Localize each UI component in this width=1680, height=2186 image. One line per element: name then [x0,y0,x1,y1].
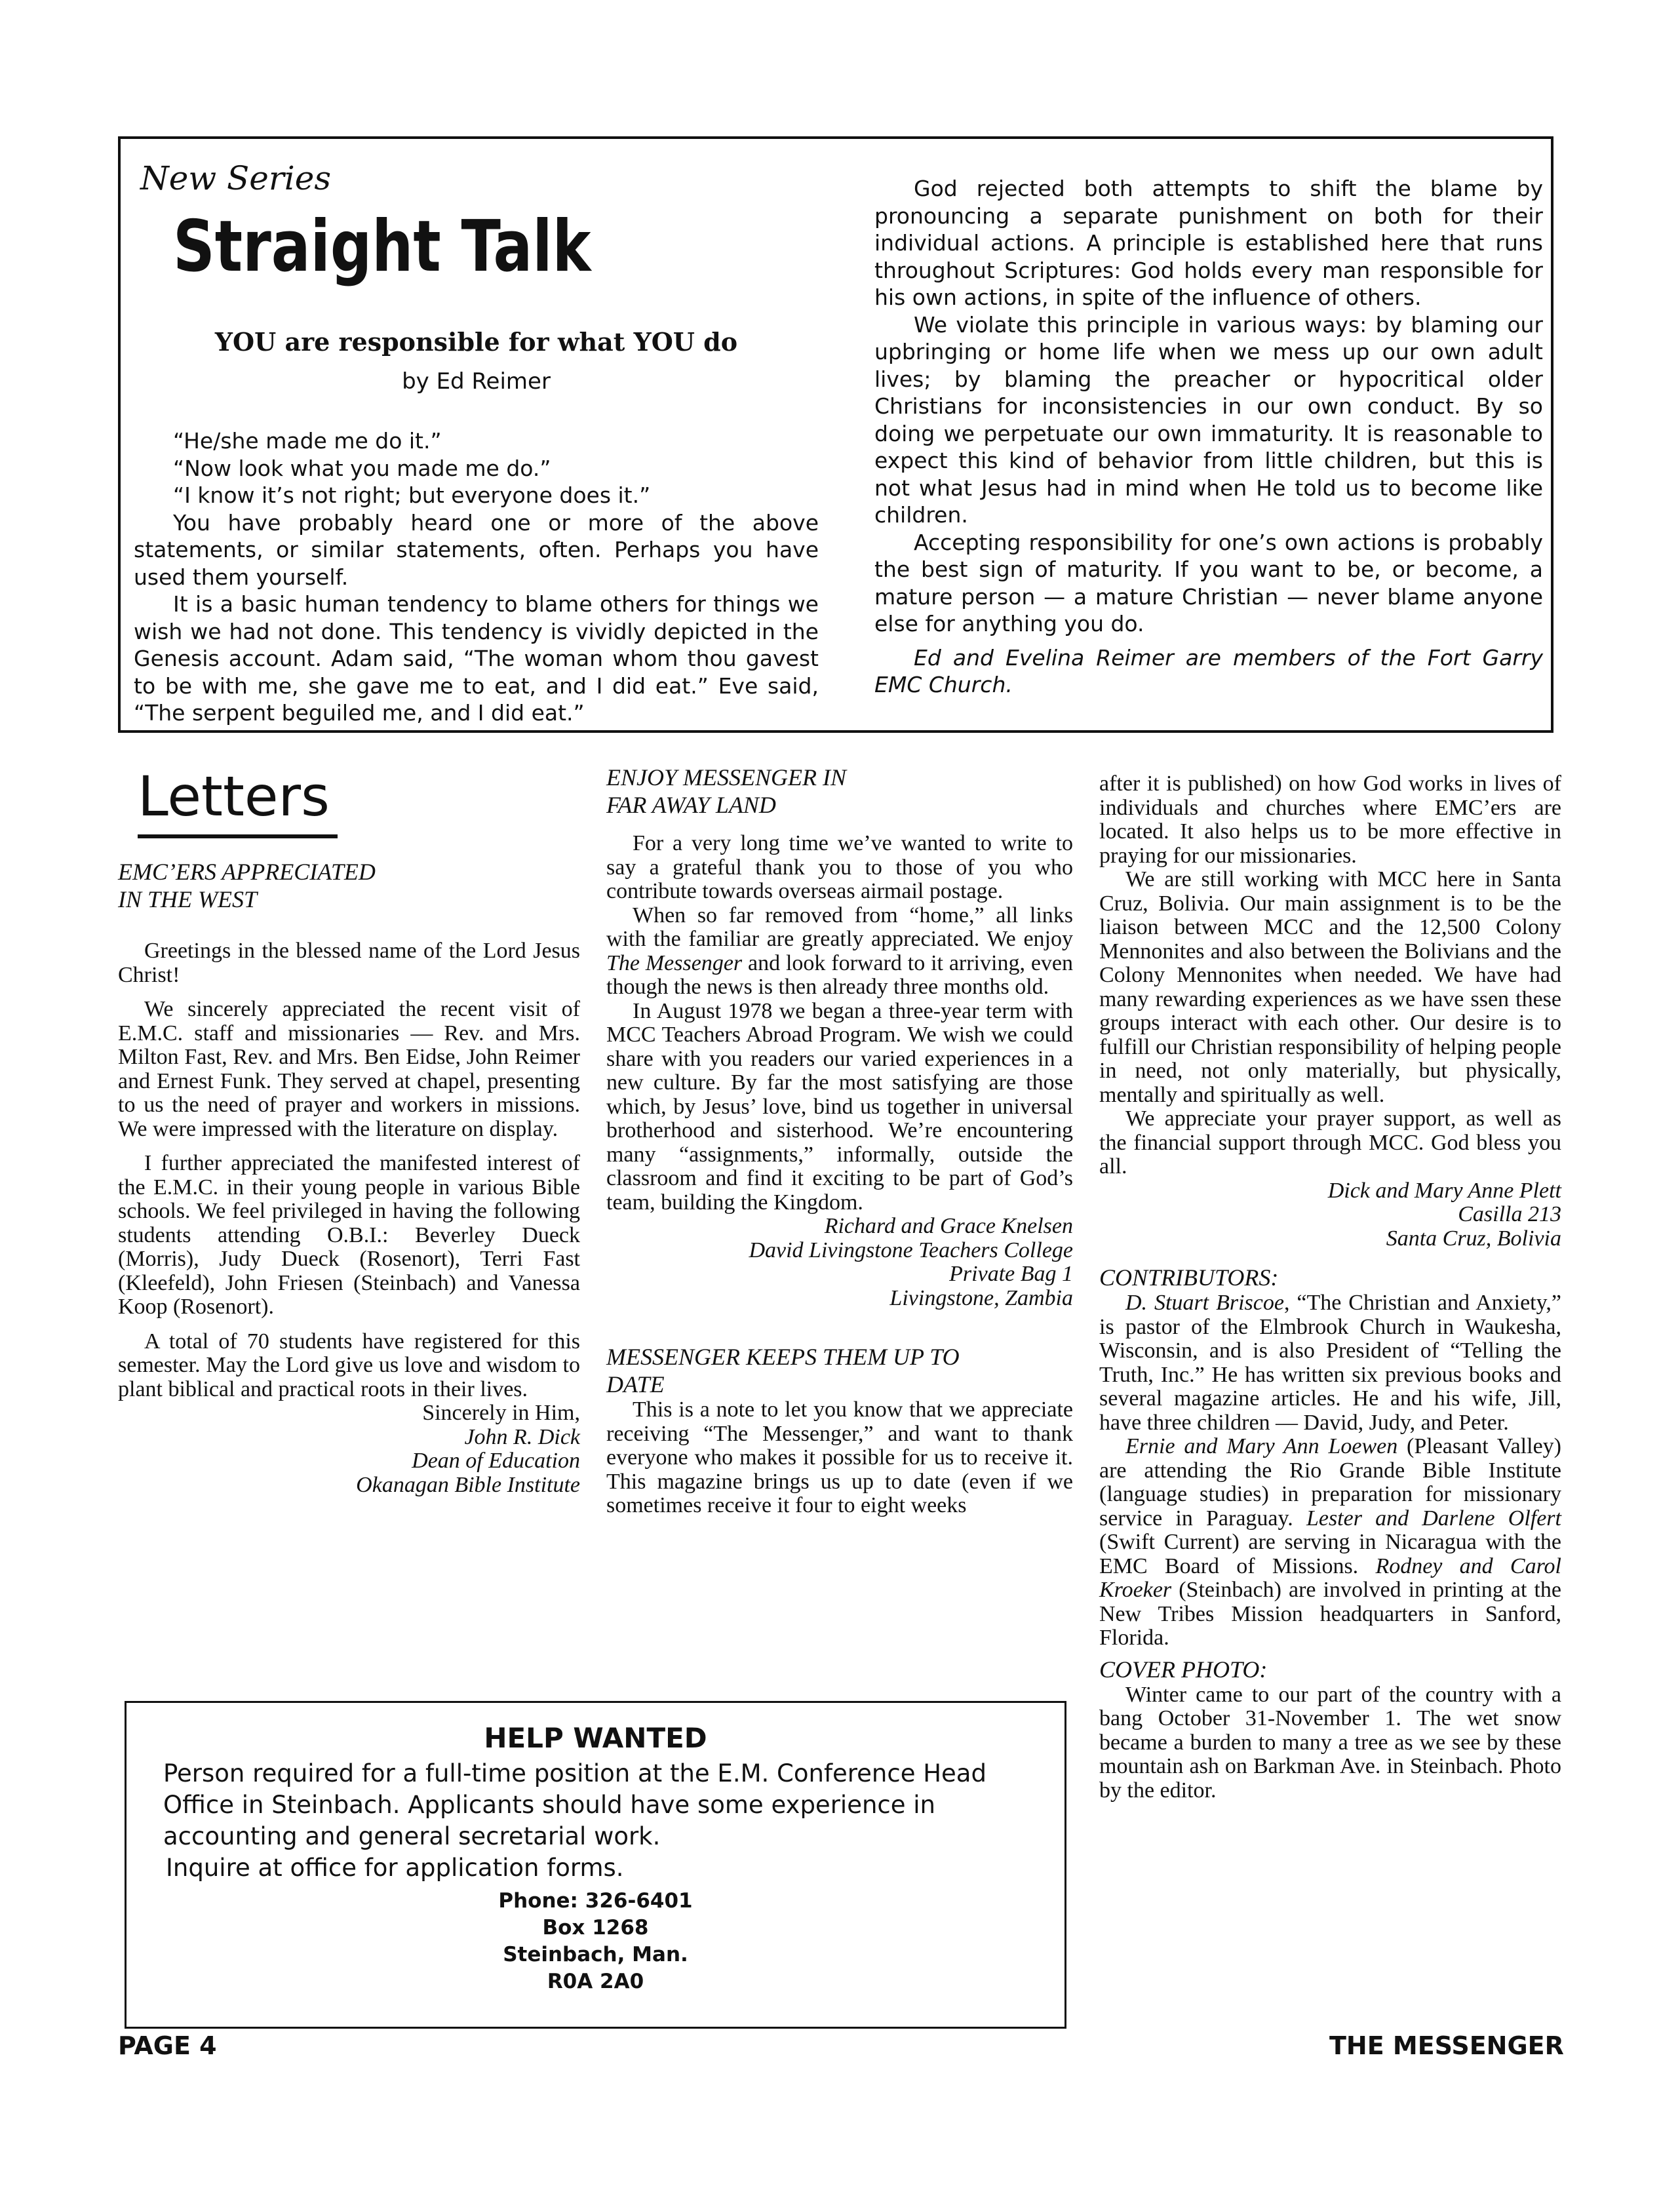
letter-signature-place: Santa Cruz, Bolivia [1386,1226,1561,1251]
help-wanted-postal-code: R0A 2A0 [547,1970,644,1993]
letter-paragraph-continued: after it is published) on how God works in lives of individuals and churches where EMC’ers are located. It also helps us to be more effective in praying for our missionaries. [1099,771,1561,868]
contributors-heading: CONTRIBUTORS: [1099,1264,1279,1291]
letters-column-2 [606,764,1073,1518]
letter-paragraph: For a very long time we’ve wanted to write to say a grateful thank you to those of you who contribute towards overseas airmail postage. [606,831,1073,903]
article-subtitle: YOU are responsible for what YOU do [214,327,738,357]
letter-signature-title: Dean of Education [412,1449,580,1473]
article-paragraph: Accepting responsibility for one’s own actions is probably the best sign of maturity. If you want to be, or become, a mature person — a mature Christian — never blame anyone else for anything you do. [874,529,1543,636]
letter-paragraph: This is a note to let you know that we appreciate receiving “The Messenger,” and want to thank everyone who makes it possible for us to receive it. This magazine brings us up to date (even if we sometimes receive it four to eight weeks [606,1397,1073,1517]
letter-heading [118,858,580,913]
letter-paragraph [606,904,1073,1000]
letter-closing: Sincerely in Him, [422,1401,580,1425]
contributor-text: , “The Christian and Anxiety,” is pastor of the Elmbrook Church in Waukesha, Wisconsin, and is also President of “Telling the Truth, Inc.” He has written six previous books and several magazine articles. He and his wife, Jill, have three children — David, Judy, and Peter. [1099,1291,1562,1435]
article-paragraph: God rejected both attempts to shift the blame by pronouncing a separate punishment on both for their individual actions. A principle is established here that runs throughout Scriptures: God holds every man responsible for his own actions, in spite of the influence of others. [874,176,1543,310]
letters-column-1 [118,764,580,1497]
letter-signature-address: Private Bag 1 [949,1262,1073,1286]
letter-paragraph: Greetings in the blessed name of the Lord Jesus Christ! [118,939,580,987]
article-paragraph: “Now look what you made me do.” [173,455,551,481]
letter-heading-line: IN THE WEST [118,886,258,912]
letter-signature-name: Richard and Grace Knelsen [824,1214,1073,1238]
letter-signature-org: Okanagan Bible Institute [356,1472,580,1497]
page-number: PAGE 4 [118,2031,217,2060]
letters-title: Letters [138,764,330,829]
publication-name: The Messenger [606,950,743,975]
letter-paragraph: A total of 70 students have registered for this semester. May the Lord give us love and wisdom to plant biblical and practical roots in their lives. [118,1329,580,1401]
publication-footer: THE MESSENGER [1329,2031,1564,2060]
help-wanted-city: Steinbach, Man. [503,1943,688,1966]
help-wanted-phone: Phone: 326-6401 [498,1889,693,1913]
series-label: New Series [140,159,332,197]
letter-signature-address: Casilla 213 [1458,1202,1561,1226]
contributor-text: (Pleasant Valley) are attending the Rio Grande Bible Institute (language studies) in preparation for missionary service in Paraguay. [1099,1434,1561,1531]
letter-signature-name: Dick and Mary Anne Plett [1327,1178,1561,1203]
help-wanted-inquire: Inquire at office for application forms. [166,1854,624,1882]
letter-text: When so far removed from “home,” all links with the familiar are greatly appreciated. We enjoy [606,903,1073,951]
letter-paragraph: In August 1978 we began a three-year term with MCC Teachers Abroad Program. We wish we could share with you readers our varied experiences in a new culture. By far the most satisfying are those which, by Jesus’ love, bind us together in universal brotherhood and sisterhood. We’re encountering many “assignments,” informally, outside the classroom and find it exciting to be part of God’s team, building the Kingdom. [606,998,1073,1215]
author-note: Ed and Evelina Reimer are members of the Fort Garry EMC Church. [874,644,1543,697]
article-paragraph: “He/she made me do it.” [173,428,442,454]
help-wanted-title: HELP WANTED [484,1722,707,1754]
letters-column-3 [1099,772,1561,1803]
letter-paragraph: We appreciate your prayer support, as well as the financial support through MCC. God bless you all. [1099,1106,1561,1179]
letter-heading [606,764,1073,819]
letter-signature-place: Livingstone, Zambia [889,1285,1073,1310]
contributor-paragraph [1099,1291,1561,1435]
letter-heading-line: MESSENGER KEEPS THEM UP TO [606,1344,960,1370]
contributor-name: D. Stuart Briscoe [1125,1291,1284,1315]
cover-photo-heading: COVER PHOTO: [1099,1656,1268,1683]
help-wanted-description: Person required for a full-time position at the E.M. Conference Head Office in Steinbach. Applicants should have some experience in accounting and general secretarial work. [163,1759,987,1850]
help-wanted-box-number: Box 1268 [542,1916,649,1940]
contributor-paragraph [1099,1435,1561,1650]
straight-talk-box [118,136,1553,733]
letter-paragraph: I further appreciated the manifested interest of the E.M.C. in their young people in various Bible schools. We feel privileged in having the following students attending O.B.I.: Beverley Dueck (Morris), Judy Dueck (Rosenort), Terri Fast (Kleefeld), John Friesen (Steinbach) and Vanessa Koop (Rosenort). [118,1151,580,1319]
article-paragraph: You have probably heard one or more of the above statements, or similar statements, often. Perhaps you have used them yourself. [134,509,819,590]
letter-heading [606,1343,1073,1398]
article-title: Straight Talk [173,206,591,288]
article-body-left [134,427,819,727]
letter-paragraph: We are still working with MCC here in Santa Cruz, Bolivia. Our main assignment is to be the liaison between MCC and the 12,500 Colony Mennonites and also between the Bolivians and the Colony Mennonites when needed. We have had many rewarding experiences as we have ssen these groups interact with each other. Our desire is to fulfill our Christian responsibility of helping people in need, not only materially, but physically, mentally and spiritually as well. [1099,867,1561,1107]
straight-talk-left-column [134,159,819,727]
article-byline: by Ed Reimer [402,368,551,395]
contributor-text: (Steinbach) are involved in printing at the New Tribes Mission headquarters in Sanford, Florida. [1099,1578,1561,1650]
contributor-name: Rodney and Carol Kroeker [1099,1553,1561,1602]
help-wanted-body [163,1758,1028,1884]
letter-heading-line: FAR AWAY LAND [606,792,776,818]
help-wanted-contact [127,1888,1065,1995]
help-wanted-box [125,1701,1066,2029]
letter-heading-line: EMC’ERS APPRECIATED [118,859,376,885]
article-paragraph: We violate this principle in various ways: by blaming our upbringing or home life when we mess up our own adult lives; by blaming the preacher or hypocritical older Christians for inconsistencies in our own conduct. By so doing we perpetuate our own immaturity. It is reasonable to expect this kind of behavior from little children, but this is not what Jesus had in mind when He told us to become like children. [874,311,1543,528]
letters-title-rule [138,834,338,838]
contributor-name: Lester and Darlene Olfert [1306,1506,1561,1531]
article-body-right [874,175,1543,699]
letter-text: and look forward to it arriving, even though the news is then already three months old. [606,950,1073,999]
article-paragraph: “I know it’s not right; but everyone does it.” [173,482,651,508]
letter-heading-line: DATE [606,1371,665,1397]
cover-photo-text: Winter came to our part of the country with a bang October 31-November 1. The wet snow became a burden to many a tree as we see by these mountain ash on Barkman Ave. in Steinbach. Photo by the editor. [1099,1682,1561,1803]
contributor-text: (Swift Current) are serving in Nicaragua with the EMC Board of Missions. [1099,1530,1561,1578]
contributor-name: Ernie and Mary Ann Loewen [1125,1434,1398,1458]
letter-heading-line: ENJOY MESSENGER IN [606,764,846,790]
letter-signature-name: John R. Dick [464,1424,580,1449]
letter-paragraph: We sincerely appreciated the recent visit of E.M.C. staff and missionaries — Rev. and Mrs. Milton Fast, Rev. and Mrs. Ben Eidse, John Reimer and Ernest Funk. They served at chapel, presenting to us the need of prayer and workers in missions. We were impressed with the literature on display. [118,997,580,1141]
letter-signature-org: David Livingstone Teachers College [749,1238,1073,1262]
article-paragraph: It is a basic human tendency to blame others for things we wish we had not done. This tendency is vividly depicted in the Genesis account. Adam said, “The woman whom thou gavest to be with me, she gave me to eat, and I did eat.” Eve said, “The serpent beguiled me, and I did eat.” [134,591,819,726]
